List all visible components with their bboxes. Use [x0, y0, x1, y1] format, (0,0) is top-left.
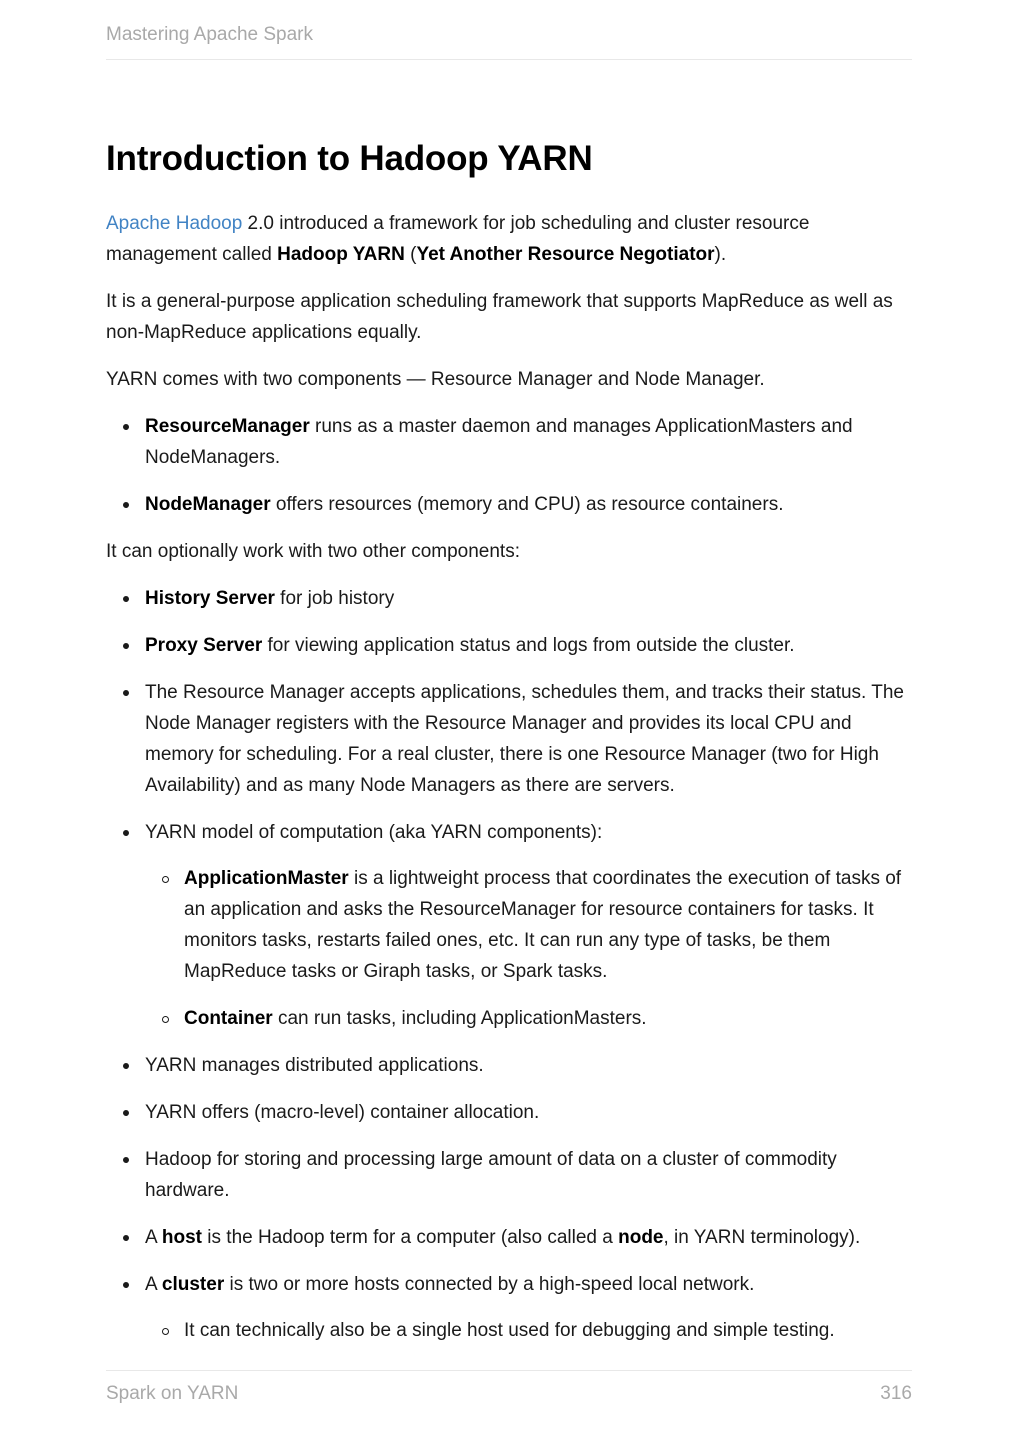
list-item: The Resource Manager accepts applications, schedules them, and tracks their status. The Node Manager registers with the Resource Manager and provides its local CPU and memory for scheduling. For a real cluster, there is one Resource Manager (two for High Availability) and as many Node Managers as there are servers.: [145, 677, 912, 801]
page-content: [106, 136, 912, 1362]
list-item: Proxy Server for viewing application status and logs from outside the cluster.: [145, 630, 912, 661]
optional-paragraph: It can optionally work with two other components:: [106, 541, 520, 562]
sub-list: [145, 863, 912, 1034]
list-item: Hadoop for storing and processing large amount of data on a cluster of commodity hardware.: [145, 1144, 912, 1206]
intro-paragraph: Apache Hadoop 2.0 introduced a framework for job scheduling and cluster resource management called Hadoop YARN (Yet Another Resource Negotiator).: [106, 213, 810, 265]
list-item: YARN manages distributed applications.: [145, 1050, 912, 1081]
page-number: 316: [880, 1383, 912, 1404]
list-item: NodeManager offers resources (memory and CPU) as resource containers.: [145, 489, 912, 520]
general-purpose-paragraph: It is a general-purpose application scheduling framework that supports MapReduce as well as non-MapReduce applications equally.: [106, 291, 893, 343]
sub-list-item: ApplicationMaster is a lightweight process that coordinates the execution of tasks of an application and asks the ResourceManager for resource containers for tasks. It monitors tasks, restarts failed ones, etc. It can run any type of tasks, be them MapReduce tasks or Giraph tasks, or Spark tasks.: [184, 863, 912, 987]
sub-list: [145, 1315, 912, 1346]
details-list: [106, 583, 912, 1346]
components-list: [106, 411, 912, 520]
list-item: A cluster is two or more hosts connected by a high-speed local network. It can technically also be a single host used for debugging and simple testing.: [145, 1269, 912, 1346]
page-title: Introduction to Hadoop YARN: [106, 139, 593, 178]
sub-list-item: Container can run tasks, including ApplicationMasters.: [184, 1003, 912, 1034]
running-footer: [106, 1370, 912, 1405]
list-item: YARN offers (macro-level) container allocation.: [145, 1097, 912, 1128]
list-item: YARN model of computation (aka YARN components): ApplicationMaster is a lightweight process that coordinates the execution of tasks of an application and asks the ResourceManager for resource containers for tasks. It monitors tasks, restarts failed ones, etc. It can run any type of tasks, be them MapReduce tasks or Giraph tasks, or Spark tasks. Container can run tasks, including ApplicationMasters.: [145, 817, 912, 1034]
chapter-title: Spark on YARN: [106, 1383, 239, 1404]
list-item: ResourceManager runs as a master daemon and manages ApplicationMasters and NodeManagers.: [145, 411, 912, 473]
apache-hadoop-link[interactable]: Apache Hadoop: [106, 213, 243, 234]
list-item: A host is the Hadoop term for a computer (also called a node, in YARN terminology).: [145, 1222, 912, 1253]
running-header: [106, 24, 912, 60]
book-title: Mastering Apache Spark: [106, 24, 314, 45]
sub-list-item: It can technically also be a single host used for debugging and simple testing.: [184, 1315, 912, 1346]
list-item: History Server for job history: [145, 583, 912, 614]
components-paragraph: YARN comes with two components — Resource Manager and Node Manager.: [106, 369, 765, 390]
